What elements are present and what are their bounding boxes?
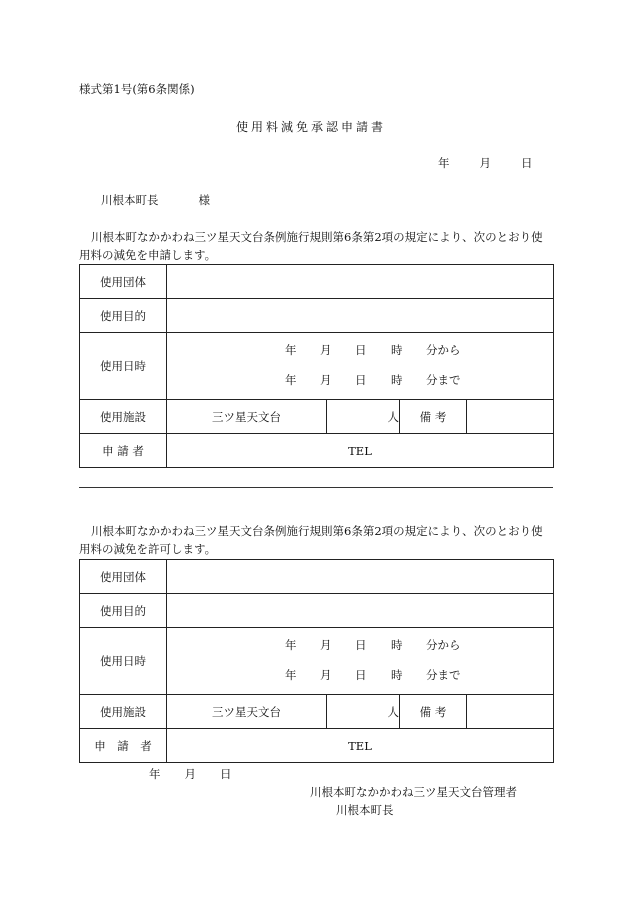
remarks-field[interactable] (467, 695, 554, 729)
datetime-to (167, 372, 553, 390)
purpose-label: 使用目的 (80, 594, 167, 628)
datetime-from (167, 637, 553, 655)
purpose-label: 使用目的 (80, 299, 167, 333)
section-divider (79, 487, 553, 488)
issuer-title: 川根本町なかかわね三ツ星天文台管理者 (310, 785, 517, 799)
table-row (80, 434, 554, 468)
purpose-field[interactable] (167, 594, 554, 628)
from-month: 月 (320, 343, 332, 357)
to-hour: 時 (391, 373, 403, 387)
from-hour: 時 (391, 638, 403, 652)
date-day: 日 (521, 156, 533, 170)
document-title: 使用料減免承認申請書 (236, 120, 387, 134)
datetime-field[interactable] (167, 628, 554, 695)
date-month: 月 (184, 767, 196, 781)
datetime-label: 使用日時 (80, 333, 167, 400)
people-unit: 人 (387, 704, 399, 719)
date-day: 日 (220, 767, 232, 781)
datetime-label: 使用日時 (80, 628, 167, 695)
datetime-field[interactable] (167, 333, 554, 400)
table-row (80, 299, 554, 333)
group-field[interactable] (167, 560, 554, 594)
table-row (80, 333, 554, 400)
from-month: 月 (320, 638, 332, 652)
table-row (80, 560, 554, 594)
approval-paragraph: 川根本町なかかわね三ツ星天文台条例施行規則第6条第2項の規定により、次のとおり使用料の減免を許可します。 (79, 524, 543, 556)
date-year: 年 (149, 767, 161, 781)
date-month: 月 (479, 156, 491, 170)
approval-date (149, 766, 232, 782)
table-row (80, 265, 554, 299)
applicant-field[interactable] (167, 434, 554, 468)
purpose-field[interactable] (167, 299, 554, 333)
table-row (80, 594, 554, 628)
application-paragraph: 川根本町なかかわね三ツ星天文台条例施行規則第6条第2項の規定により、次のとおり使用料の減免を申請します。 (79, 230, 543, 262)
to-minute: 分まで (426, 668, 461, 682)
to-month: 月 (320, 373, 332, 387)
to-day: 日 (355, 668, 367, 682)
from-day: 日 (355, 343, 367, 357)
people-count-field[interactable] (327, 695, 400, 729)
group-label: 使用団体 (80, 265, 167, 299)
remarks-label: 備 考 (400, 695, 467, 729)
issuer-name: 川根本町長 (336, 803, 394, 817)
table-row (80, 695, 554, 729)
form-number: 様式第1号(第6条関係) (79, 82, 195, 96)
facility-name: 三ツ星天文台 (167, 400, 327, 434)
remarks-field[interactable] (467, 400, 554, 434)
to-minute: 分まで (426, 373, 461, 387)
tel-label: TEL (348, 443, 372, 458)
tel-label: TEL (348, 738, 372, 753)
from-year: 年 (285, 343, 297, 357)
table-row (80, 400, 554, 434)
applicant-label: 申 請 者 (80, 434, 167, 468)
table-row (80, 628, 554, 695)
from-year: 年 (285, 638, 297, 652)
facility-label: 使用施設 (80, 400, 167, 434)
application-date (438, 155, 533, 171)
addressee (101, 192, 210, 208)
people-count-field[interactable] (327, 400, 400, 434)
from-minute: 分から (426, 343, 461, 357)
to-month: 月 (320, 668, 332, 682)
to-hour: 時 (391, 668, 403, 682)
people-unit: 人 (387, 409, 399, 424)
addressee-name: 川根本町長 (101, 193, 159, 207)
applicant-field[interactable] (167, 729, 554, 763)
approval-table (79, 559, 554, 763)
datetime-to (167, 667, 553, 685)
addressee-honorific: 様 (198, 193, 210, 207)
datetime-from (167, 342, 553, 360)
date-year: 年 (438, 156, 450, 170)
group-label: 使用団体 (80, 560, 167, 594)
facility-label: 使用施設 (80, 695, 167, 729)
to-year: 年 (285, 373, 297, 387)
facility-name: 三ツ星天文台 (167, 695, 327, 729)
remarks-label: 備 考 (400, 400, 467, 434)
application-table (79, 264, 554, 468)
from-hour: 時 (391, 343, 403, 357)
to-day: 日 (355, 373, 367, 387)
group-field[interactable] (167, 265, 554, 299)
from-day: 日 (355, 638, 367, 652)
applicant-label: 申 請 者 (80, 729, 167, 763)
from-minute: 分から (426, 638, 461, 652)
to-year: 年 (285, 668, 297, 682)
table-row (80, 729, 554, 763)
